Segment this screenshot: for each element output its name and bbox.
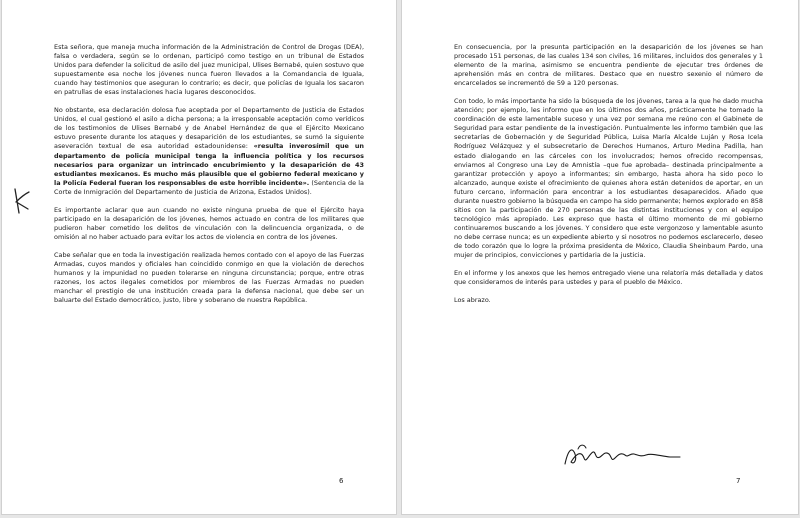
paragraph: Cabe señalar que en toda la investigación realizada hemos contado con el apoyo de las Fuerzas Armadas, cuyos mandos y oficiales han coincidido conmigo en que la violación de derechos humanos y la impunidad no pueden tolerarse en ninguna circunstancia; porque, entre otras razones, los actos ilegales cometidos por miembros de las Fuerzas Armadas no pueden manchar el prestigio de una institución creada para la defensa nacional, que debe ser un baluarte del Estado democrático, justo, libre y soberano de nuestra República. [54, 250, 364, 305]
paragraph: En el informe y los anexos que les hemos entregado viene una relatoría más detallada y datos que consideramos de interés para ustedes y para el pueblo de México. [454, 269, 763, 287]
paragraph: Esta señora, que maneja mucha información de la Administración de Control de Drogas (DEA), falsa o verdadera, según se lo ordenan, participó como testigo en un tribunal de Estados Unidos para defender la solicitud de asilo del juez municipal, Ulises Bernabé, quien sostuvo que supuestamente esa noche los jóvenes nunca fueron llevados a la Comandancia de Iguala, cuando hay testimonios que aseguran lo contrario; es decir, que policías de Iguala los sacaron en patrullas de esas instalaciones hacia lugares desconocidos. [54, 43, 364, 97]
paragraph: Es importante aclarar que aun cuando no existe ninguna prueba de que el Ejército haya participado en la desaparición de los jóvenes, hemos actuado en contra de los militares que pudieron haber cometido los delitos de vinculación con la delincuencia organizada, o de omisión al no haber actuado para evitar los actos de violencia en contra de los jóvenes. [54, 205, 364, 241]
paragraph-text: No obstante, esa declaración dolosa fue aceptada por el Departamento de Justicia de Estados Unidos, el cual gestionó el asilo a dicha persona; a la irresponsable aceptación como verídicos de los testimonios de Ulises Bernabé y de Anabel Hernández de que el Ejército Mexicano estuvo presente durante los ataques y desaparición de los estudiantes, se sumó la siguiente aseveración textual de esa autoridad estadounidense: [54, 106, 364, 151]
paragraph [54, 106, 364, 196]
page-number: 7 [736, 477, 741, 485]
page-7-body [454, 43, 763, 314]
page-number: 6 [339, 477, 344, 485]
quoted-ruling: «resulta inverosímil que un departamento de policía municipal tenga la influencia política y los recursos necesarios para organizar un intrincado encubrimiento y la desaparición de 43 estudiantes mexicanos. Es mucho más plausible que el gobierno federal mexicano y la Policía Federal fueran los responsables de este horrible incidente». [54, 142, 364, 187]
document-page-6 [2, 0, 396, 514]
closing: Los abrazo. [454, 296, 491, 305]
handwritten-mark [8, 186, 32, 216]
handwritten-signature [562, 440, 682, 470]
document-page-7 [402, 0, 798, 514]
paragraph: En consecuencia, por la presunta participación en la desaparición de los jóvenes se han procesado 151 personas, de las cuales 134 son civiles, 16 militares, incluidos dos generales y 1 elemento de la marina, asimismo se encuentra pendiente de ejecutar tres órdenes de aprehensión más en contra de militares. Destaco que en nuestro sexenio el número de encarcelados se incrementó de 59 a 120 personas. [454, 43, 763, 88]
citation: (Sentencia de la Corte de Inmigración del Departamento de Justicia de Arizona, Estados Unidos). [54, 178, 364, 196]
paragraph: Con todo, lo más importante ha sido la búsqueda de los jóvenes, tarea a la que he dado mucha atención; por ejemplo, les informo que en los últimos dos años, prácticamente he tomado la coordinación de este lamentable suceso y una vez por semana me reúno con el Gabinete de Seguridad para estar pendiente de la investigación. Puntualmente les informo también que las secretarías de Gobernación y de Seguridad Pública, Luisa María Alcalde Luján y Rosa Icela Rodríguez Velázquez y el subsecretario de Derechos Humanos, Arturo Medina Padilla, han estado dialogando en las cárceles con los involucrados; hemos ofrecido recompensas, enviamos al Congreso una Ley de Amnistía –que fue aprobada– destinada principalmente a garantizar protección y apoyo a informantes; sin embargo, hasta ahora ha sido poco lo alcanzado, aunque existe el ofrecimiento de quienes ahora están detenidos de aportar, en un futuro cercano, información para encontrar a los estudiantes desaparecidos. Añado que durante nuestro gobierno la búsqueda en campo ha sido permanente; hemos explorado en 858 sitios con la participación de 270 personas de las distintas instituciones y con el equipo tecnológico más apropiado. Les expreso que hasta el último momento de mi gobierno continuaremos buscando a los jóvenes. Y considero que este vergonzoso y lamentable asunto no debe cerrase nunca; es un expediente abierto y si nosotros no podemos esclarecerlo, deseo de todo corazón que lo logre la próxima presidenta de México, Claudia Sheinbaum Pardo, una mujer de principios, convicciones y partidaria de la justicia. [454, 97, 763, 260]
page-6-body [54, 43, 364, 314]
